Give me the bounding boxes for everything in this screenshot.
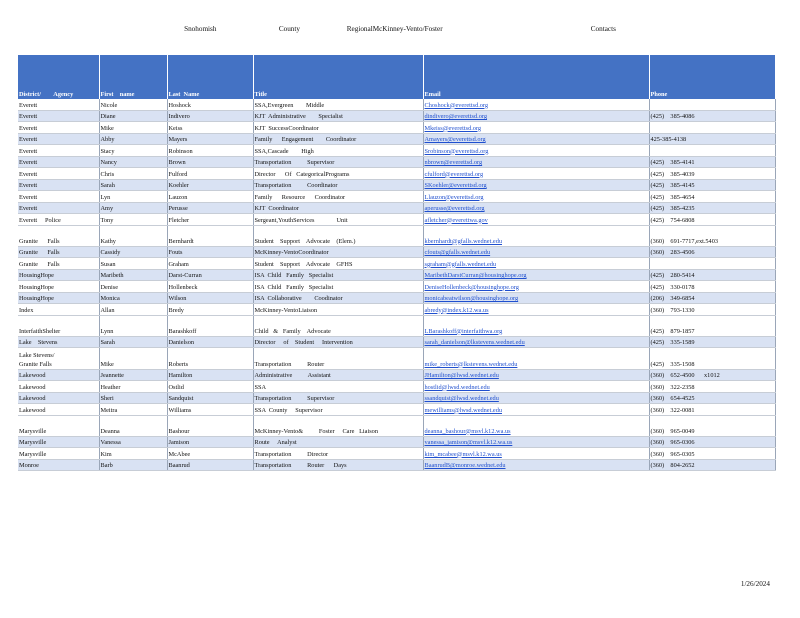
table-row (18, 381, 775, 393)
cell-phone: (425) 754-6808 (649, 214, 775, 226)
cell-district: InterfaithShelter (18, 315, 99, 336)
cell-phone: (425) 335-1508 (649, 348, 775, 370)
cell-last-name: McAbee (167, 448, 253, 460)
cell-title: Family Engagement Coordinator (253, 133, 423, 145)
cell-email (423, 281, 649, 293)
cell-last-name: Wilson (167, 292, 253, 304)
table-row (18, 246, 775, 258)
cell-first-name: Kim (99, 448, 167, 460)
cell-first-name: Sarah (99, 179, 167, 191)
table-row (18, 436, 775, 448)
cell-last-name: Perusse (167, 202, 253, 214)
cell-email (423, 99, 649, 110)
email-link[interactable]: mike_roberts@lkstevens.wednet.edu (424, 360, 518, 368)
cell-district: Lakewood (18, 392, 99, 404)
cell-phone: (425) 385-4141 (649, 156, 775, 168)
cell-title: KJT SuccessCoordinator (253, 122, 423, 134)
cell-email (423, 436, 649, 448)
table-row (18, 133, 775, 145)
cell-first-name: Deanna (99, 415, 167, 436)
cell-district: Everett (18, 122, 99, 134)
cell-phone: (425) 330-0178 (649, 281, 775, 293)
cell-first-name: Susan (99, 258, 167, 270)
cell-title: KJT Coordinator (253, 202, 423, 214)
cell-first-name: Amy (99, 202, 167, 214)
cell-phone: (360) 691-7717,ext.5403 (649, 225, 775, 246)
cell-title: McKinney-Vento& Foster Care Liaison (253, 415, 423, 436)
cell-first-name: Abby (99, 133, 167, 145)
email-link[interactable]: nbrown@everettsd.org (424, 159, 483, 166)
cell-email (423, 369, 649, 381)
email-link[interactable]: Srobinson@everettsd.org (424, 147, 489, 155)
email-link[interactable]: Mkeiss@everettsd.org (424, 124, 482, 132)
cell-first-name: Mike (99, 122, 167, 134)
cell-first-name: Stacy (99, 145, 167, 157)
cell-last-name: Graham (167, 258, 253, 270)
table-header-row (18, 55, 775, 99)
cell-email (423, 404, 649, 416)
cell-first-name: Barb (99, 459, 167, 471)
cell-email (423, 133, 649, 145)
header-district: District/ Agency (18, 55, 99, 99)
cell-phone: (360) 793-1330 (649, 304, 775, 316)
cell-title: Sergeant,YouthServices Unit (253, 214, 423, 226)
cell-district: Everett (18, 145, 99, 157)
cell-last-name: Roberts (167, 348, 253, 370)
cell-last-name: Hamilton (167, 369, 253, 381)
cell-district: Lake Stevens/ Granite Falls (18, 348, 99, 370)
cell-email (423, 304, 649, 316)
cell-last-name: Bredy (167, 304, 253, 316)
cell-last-name: Sandquist (167, 392, 253, 404)
cell-title: Student Support Advocate (Elem.) (253, 225, 423, 246)
cell-email (423, 269, 649, 281)
cell-email (423, 122, 649, 134)
cell-last-name: Jamison (167, 436, 253, 448)
cell-first-name: Denise (99, 281, 167, 293)
cell-title: Transportation Router Days (253, 459, 423, 471)
cell-first-name: Monica (99, 292, 167, 304)
cell-title: Transportation Coordinator (253, 179, 423, 191)
cell-phone: (360) 654-4525 (649, 392, 775, 404)
cell-phone: (425) 879-1857 (649, 315, 775, 336)
cell-first-name: Heather (99, 381, 167, 393)
header-email: Email (423, 55, 649, 99)
cell-last-name: Barashkoff (167, 315, 253, 336)
cell-phone: (425) 280-5414 (649, 269, 775, 281)
email-link[interactable]: aperusse@everettsd.org (424, 205, 485, 212)
email-link[interactable]: Choshock@everettsd.org (424, 101, 489, 109)
cell-last-name: Fulford (167, 168, 253, 180)
cell-first-name: Sheri (99, 392, 167, 404)
cell-email (423, 258, 649, 270)
cell-email (423, 202, 649, 214)
cell-district: Granite Falls (18, 246, 99, 258)
cell-phone: (360) 322-0081 (649, 404, 775, 416)
cell-phone: (360) 965-0305 (649, 448, 775, 460)
cell-last-name: Ostlid (167, 381, 253, 393)
cell-phone (649, 258, 775, 270)
table-row (18, 145, 775, 157)
cell-phone (649, 122, 775, 134)
table-row (18, 392, 775, 404)
cell-first-name: Sarah (99, 336, 167, 348)
table-row (18, 336, 775, 348)
email-link[interactable]: ssandquist@lwsd.wednet.edu (424, 395, 499, 402)
cell-title: McKinney-VentoLiaison (253, 304, 423, 316)
cell-district: Marysville (18, 436, 99, 448)
cell-phone (649, 145, 775, 157)
cell-title: McKinney-VentoCoordinator (253, 246, 423, 258)
cell-title: KJT Administrative Specialist (253, 110, 423, 122)
cell-last-name: Hoshock (167, 99, 253, 110)
email-link[interactable]: dindivero@everettsd.org (424, 113, 488, 120)
email-link[interactable]: vanessa_jamison@msvl.k12.wa.us (424, 439, 513, 446)
cell-title: Child & Family Advocate (253, 315, 423, 336)
table-row (18, 258, 775, 270)
cell-district: Lakewood (18, 404, 99, 416)
cell-title: Transportation Supervisor (253, 392, 423, 404)
cell-last-name: Indivero (167, 110, 253, 122)
cell-phone: (425) 385-4039 (649, 168, 775, 180)
table-row (18, 269, 775, 281)
table-row (18, 110, 775, 122)
cell-email (423, 336, 649, 348)
cell-email (423, 292, 649, 304)
cell-title: Family Resource Coordinator (253, 191, 423, 203)
cell-phone: 425-385-4138 (649, 133, 775, 145)
cell-email (423, 246, 649, 258)
cell-title: SSA (253, 381, 423, 393)
table-row (18, 156, 775, 168)
cell-first-name: Mike (99, 348, 167, 370)
email-link[interactable]: BaanrudB@monroe.wednet.edu (424, 462, 506, 469)
cell-last-name: Fletcher (167, 214, 253, 226)
cell-first-name: Tony (99, 214, 167, 226)
cell-last-name: Lauzon (167, 191, 253, 203)
table-row (18, 179, 775, 191)
cell-title: Administrative Assistant (253, 369, 423, 381)
cell-phone: (360) 322-2358 (649, 381, 775, 393)
cell-last-name: Danielson (167, 336, 253, 348)
cell-district: Everett (18, 168, 99, 180)
cell-district: Index (18, 304, 99, 316)
cell-district: Everett (18, 156, 99, 168)
email-link[interactable]: Amayers@everettsd.org (424, 136, 486, 143)
cell-phone: (360) 804-2652 (649, 459, 775, 471)
email-link[interactable]: LBarashkoff@interfaithwa.org (424, 327, 503, 335)
cell-first-name: Meitra (99, 404, 167, 416)
cell-last-name: Brown (167, 156, 253, 168)
cell-last-name: Bernhardt (167, 225, 253, 246)
table-row (18, 292, 775, 304)
cell-district: HousingHope (18, 292, 99, 304)
cell-last-name: Koehler (167, 179, 253, 191)
table-row (18, 191, 775, 203)
cell-email (423, 315, 649, 336)
cell-district: Everett (18, 202, 99, 214)
cell-email (423, 225, 649, 246)
cell-last-name: Mayers (167, 133, 253, 145)
table-row (18, 369, 775, 381)
cell-district: Everett (18, 99, 99, 110)
cell-district: Granite Falls (18, 258, 99, 270)
cell-district: Everett (18, 179, 99, 191)
cell-email (423, 392, 649, 404)
email-link[interactable]: afletcher@everettwa.gov (424, 216, 488, 224)
cell-district: Everett Police (18, 214, 99, 226)
table-row (18, 348, 775, 370)
cell-phone: (425) 385-4654 (649, 191, 775, 203)
cell-email (423, 110, 649, 122)
cell-phone (649, 99, 775, 110)
cell-title: SSA,Cascade High (253, 145, 423, 157)
cell-email (423, 381, 649, 393)
table-row (18, 214, 775, 226)
cell-last-name: Fouts (167, 246, 253, 258)
cell-title: SSA County Supervisor (253, 404, 423, 416)
cell-district: Monroe (18, 459, 99, 471)
cell-district: Lakewood (18, 381, 99, 393)
header-title: Title (253, 55, 423, 99)
cell-email (423, 415, 649, 436)
email-link[interactable]: abredy@index.k12.wa.us (424, 306, 489, 314)
table-body (18, 99, 775, 471)
table-row (18, 122, 775, 134)
cell-district: HousingHope (18, 269, 99, 281)
cell-district: Everett (18, 191, 99, 203)
email-link[interactable]: sgraham@gfalls.wednet.edu (424, 260, 497, 268)
table-row (18, 168, 775, 180)
cell-email (423, 191, 649, 203)
cell-title: Student Support Advocate GFHS (253, 258, 423, 270)
header-last-name: Last Name (167, 55, 253, 99)
cell-title: SSA,Evergreen Middle (253, 99, 423, 110)
cell-first-name: Allan (99, 304, 167, 316)
table-row (18, 99, 775, 110)
cell-email (423, 179, 649, 191)
cell-phone: (425) 385-4145 (649, 179, 775, 191)
cell-phone: (360) 965-0306 (649, 436, 775, 448)
cell-title: ISA Child Family Specialist (253, 269, 423, 281)
cell-district: Everett (18, 133, 99, 145)
cell-title: Transportation Router (253, 348, 423, 370)
table-row (18, 448, 775, 460)
cell-last-name: Robinson (167, 145, 253, 157)
cell-phone: (360) 965-0049 (649, 415, 775, 436)
cell-phone: (206) 349-6854 (649, 292, 775, 304)
email-link[interactable]: mewilliams@lwsd.wednet.edu (424, 406, 502, 414)
cell-title: Director of Student Intervention (253, 336, 423, 348)
cell-phone: (425) 385-4235 (649, 202, 775, 214)
email-link[interactable]: MaribethDarstCurran@housinghope.org (424, 272, 527, 279)
footer-date: 1/26/2024 (740, 580, 770, 588)
cell-title: Transportation Director (253, 448, 423, 460)
cell-first-name: Kathy (99, 225, 167, 246)
cell-first-name: Cassidy (99, 246, 167, 258)
email-link[interactable]: DeniseHollenbeck@housinghope.org (424, 283, 519, 291)
table-row (18, 315, 775, 336)
cell-district: Lakewood (18, 369, 99, 381)
email-link[interactable]: hostlid@lwsd.wednet.edu (424, 383, 490, 391)
cell-first-name: Lynn (99, 315, 167, 336)
cell-email (423, 448, 649, 460)
cell-first-name: Nicole (99, 99, 167, 110)
cell-email (423, 168, 649, 180)
cell-last-name: Williams (167, 404, 253, 416)
email-link[interactable]: cfulford@everettsd.org (424, 170, 484, 178)
cell-title: Transportation Supervisor (253, 156, 423, 168)
header-first-name: First name (99, 55, 167, 99)
cell-district: Granite Falls (18, 225, 99, 246)
cell-first-name: Nancy (99, 156, 167, 168)
cell-phone: (425) 335-1589 (649, 336, 775, 348)
cell-last-name: Hollenbeck (167, 281, 253, 293)
cell-district: Marysville (18, 415, 99, 436)
cell-first-name: Vanessa (99, 436, 167, 448)
cell-phone: (425) 385-4086 (649, 110, 775, 122)
cell-phone: (360) 283-4506 (649, 246, 775, 258)
cell-first-name: Jeannette (99, 369, 167, 381)
cell-last-name: Keiss (167, 122, 253, 134)
contacts-table (18, 55, 776, 471)
cell-first-name: Maribeth (99, 269, 167, 281)
cell-district: Everett (18, 110, 99, 122)
cell-first-name: Diane (99, 110, 167, 122)
cell-title: Director Of CategoricalPrograms (253, 168, 423, 180)
cell-email (423, 459, 649, 471)
cell-title: Route Analyst (253, 436, 423, 448)
email-link[interactable]: JHamilton@lwsd.wednet.edu (424, 372, 499, 379)
table-row (18, 225, 775, 246)
cell-district: HousingHope (18, 281, 99, 293)
cell-first-name: Chris (99, 168, 167, 180)
email-link[interactable]: kim_mcabee@msvl.k12.wa.us (424, 450, 502, 458)
cell-title: ISA Child Family Specialist (253, 281, 423, 293)
email-link[interactable]: monicabeatwilson@housinghope.org (424, 295, 519, 302)
table-row (18, 304, 775, 316)
cell-email (423, 214, 649, 226)
table-row (18, 415, 775, 436)
header-phone: Phone (649, 55, 775, 99)
email-link[interactable]: SKoehler@everettsd.org (424, 182, 487, 189)
cell-phone: (360) 652-4500 x1012 (649, 369, 775, 381)
page-title: Snohomish County RegionalMcKinney-Vento/Foster Contacts (184, 25, 616, 33)
table-row (18, 404, 775, 416)
cell-email (423, 145, 649, 157)
cell-first-name: Lyn (99, 191, 167, 203)
email-link[interactable]: kbernhardt@gfalls.wednet.edu (424, 237, 502, 245)
cell-title: ISA Collaborative Coodinator (253, 292, 423, 304)
table-row (18, 202, 775, 214)
email-link[interactable]: deanna_bashour@msvl.k12.wa.us (424, 427, 511, 435)
cell-email (423, 348, 649, 370)
email-link[interactable]: sarah_danielson@lkstevens.wednet.edu (424, 339, 525, 346)
email-link[interactable]: cfouts@gfalls.wednet.edu (424, 249, 491, 256)
cell-last-name: Baanrud (167, 459, 253, 471)
cell-district: Lake Stevens (18, 336, 99, 348)
cell-last-name: Bashour (167, 415, 253, 436)
table-row (18, 459, 775, 471)
cell-district: Marysville (18, 448, 99, 460)
cell-email (423, 156, 649, 168)
email-link[interactable]: Llauzon@everettsd.org (424, 193, 484, 201)
cell-last-name: Darst-Curran (167, 269, 253, 281)
table-row (18, 281, 775, 293)
